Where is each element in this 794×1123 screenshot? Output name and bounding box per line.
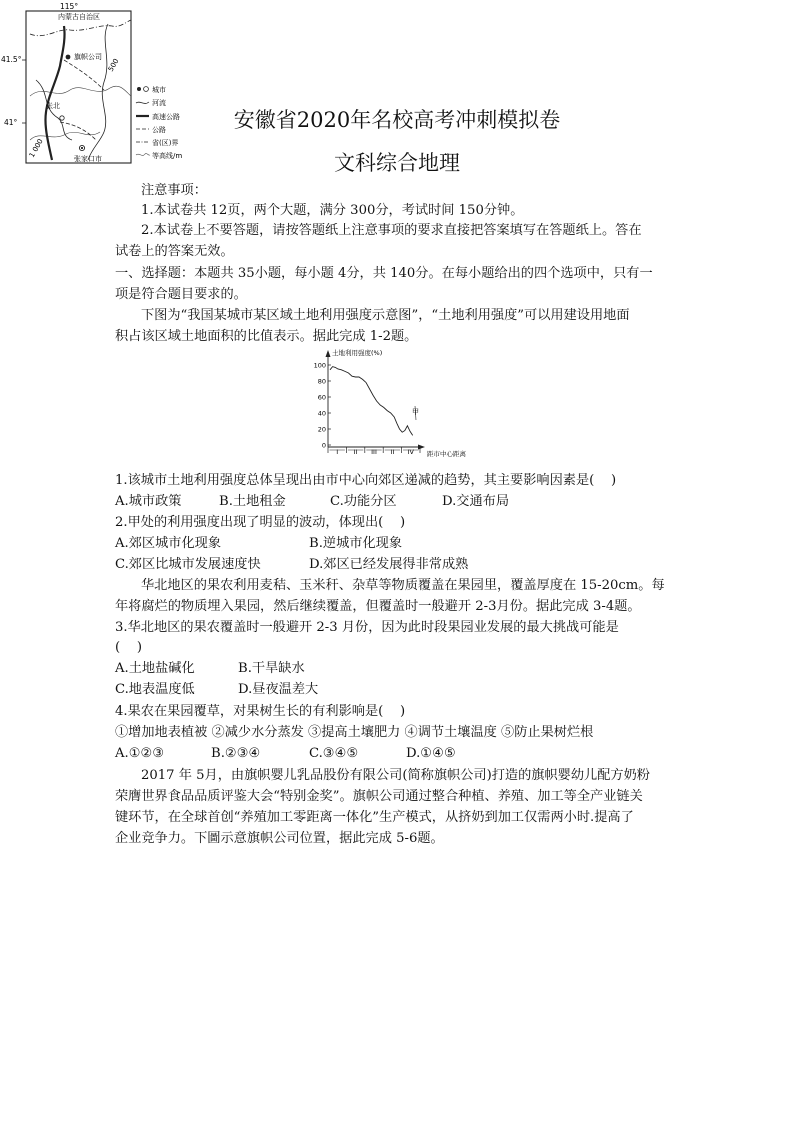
company-label: 旗帜公司 — [74, 53, 102, 61]
longitude-label: 115° — [60, 2, 79, 11]
q3-stem: 3.华北地区的果农覆盖时一般避开 2-3 月份，因为此时段果园业发展的最大挑战可能是 — [115, 620, 619, 635]
notice-item-1: 1.本试卷共 12页，两个大题，满分 300分，考试时间 150分钟。 — [141, 203, 524, 218]
q1-option-b: B.土地租金 — [219, 494, 286, 509]
q2-option-c: C.郊区比城市发展速度快 — [115, 557, 261, 572]
q4-option-c: C.③④⑤ — [309, 746, 359, 761]
q4-option-b: B.②③④ — [211, 746, 261, 761]
zone-label: II — [353, 448, 358, 456]
y-axis-arrow — [326, 350, 331, 357]
q4-option-a: A.①②③ — [115, 746, 165, 761]
legend-highway: 高速公路 — [152, 113, 180, 121]
q1-option-d: D.交通布局 — [442, 494, 510, 509]
q1-option-a: A.城市政策 — [115, 494, 182, 509]
zone-label: IV — [407, 448, 414, 456]
company-marker — [66, 55, 71, 60]
q3-stem-cont: ( ) — [115, 640, 143, 655]
q3-option-c: C.地表温度低 — [115, 682, 195, 697]
y-tick-label: 20 — [317, 425, 326, 434]
company-location-map — [0, 0, 200, 170]
contour-label-1000: 1 000 — [27, 137, 45, 159]
q2-stem: 2.甲处的利用强度出现了明显的波动，体现出( ) — [115, 515, 406, 530]
section-heading: 一、选择题：本题共 35小题，每小题 4分，共 140分。在每小题给出的四个选项中，只有一 — [115, 266, 653, 281]
q1-stem: 1.该城市土地利用强度总体呈现出由市中心向郊区递减的趋势，其主要影响因素是( ) — [115, 473, 617, 488]
q4-items: ①增加地表植被 ②减少水分蒸发 ③提高土壤肥力 ④调节土壤温度 ⑤防止果树烂根 — [115, 725, 594, 740]
land-use-chart — [312, 345, 512, 463]
latitude-label-1: 41.5° — [1, 55, 22, 64]
intro-q1-2: 下图为“我国某城市某区域土地利用强度示意图”，“土地利用强度”可以用建设用地面 — [141, 308, 630, 323]
latitude-label-2: 41° — [4, 118, 18, 127]
chart-ylabel: 土地利用强度(%) — [332, 349, 383, 357]
legend-road: 公路 — [152, 126, 166, 134]
notice-item-2-cont: 试卷上的答案无效。 — [115, 244, 234, 259]
zone-label: III — [371, 448, 377, 456]
intro-q3-4: 华北地区的果农利用麦秸、玉米秆、杂草等物质覆盖在果园里，覆盖厚度在 15-20cm。每 — [141, 578, 665, 593]
q3-option-a: A.土地盐碱化 — [115, 661, 195, 676]
intro-q5-6-line2: 荣膺世界食品品质评鉴大会“特别金奖”。旗帜公司通过整合种植、养殖、加工等全产业链关 — [115, 789, 643, 804]
y-tick-label: 100 — [313, 361, 326, 370]
intro-q5-6: 2017 年 5月，由旗帜婴儿乳品股份有限公司(简称旗帜公司)打造的旗帜婴幼儿配方奶粉 — [141, 768, 650, 783]
legend-boundary: 省(区)界 — [152, 139, 179, 147]
y-tick-label: 60 — [317, 393, 326, 402]
intro-q5-6-line4: 企业竞争力。下圖示意旗帜公司位置，据此完成 5-6题。 — [115, 831, 444, 846]
page-subtitle: 文科综合地理 — [334, 151, 460, 175]
x-axis-arrow — [418, 445, 425, 450]
page-title: 安徽省2020年名校高考冲刺模拟卷 — [233, 108, 561, 132]
marker-jia — [412, 406, 419, 420]
zone-label: II — [390, 448, 395, 456]
y-tick-label: 80 — [317, 377, 326, 386]
q4-stem: 4.果农在果园覆草，对果树生长的有利影响是( ) — [115, 704, 406, 719]
q4-option-d: D.①④⑤ — [406, 746, 456, 761]
series-line — [330, 367, 413, 436]
marker-label: 甲 — [412, 408, 419, 416]
y-tick-label: 0 — [321, 441, 326, 450]
intro-q5-6-line3: 键环节，在全球首创“养殖加工零距离一体化”生产模式，从挤奶到加工仅需两小时.提高了 — [115, 810, 634, 825]
intro-q3-4-cont: 年将腐烂的物质埋入果园，然后继续覆盖，但覆盖时一般避开 2-3月份。据此完成 3-4题。 — [115, 599, 641, 614]
y-tick-label: 40 — [317, 409, 326, 418]
city-label-zhangbei: 张北 — [46, 102, 60, 110]
section-heading-cont: 项是符合题目要求的。 — [115, 287, 247, 302]
legend-river: 河流 — [152, 99, 166, 107]
q3-option-b: B.干旱缺水 — [238, 661, 305, 676]
city-label-zhangjiakou: 张家口市 — [74, 155, 102, 163]
notice-heading: 注意事项： — [141, 183, 207, 198]
intro-q1-2-cont: 积占该区域土地面积的比值表示。据此完成 1-2题。 — [115, 329, 418, 344]
legend-city-icon — [137, 87, 141, 91]
q1-option-c: C.功能分区 — [330, 494, 397, 509]
zone-label: I — [336, 448, 339, 456]
region-label: 内蒙古自治区 — [58, 13, 100, 21]
q2-option-d: D.郊区已经发展得非常成熟 — [309, 557, 469, 572]
chart-xlabel: 距市中心距离 — [427, 450, 466, 458]
legend-city: 城市 — [152, 86, 166, 94]
q3-option-d: D.昼夜温差大 — [238, 682, 319, 697]
q2-option-a: A.郊区城市化现象 — [115, 536, 222, 551]
legend-contour: 等高线/m — [152, 152, 183, 160]
q2-option-b: B.逆城市化现象 — [309, 536, 403, 551]
contour-label-500: 500 — [106, 57, 121, 73]
notice-item-2: 2.本试卷上不要答题，请按答题纸上注意事项的要求直接把答案填写在答题纸上。答在 — [141, 223, 642, 238]
